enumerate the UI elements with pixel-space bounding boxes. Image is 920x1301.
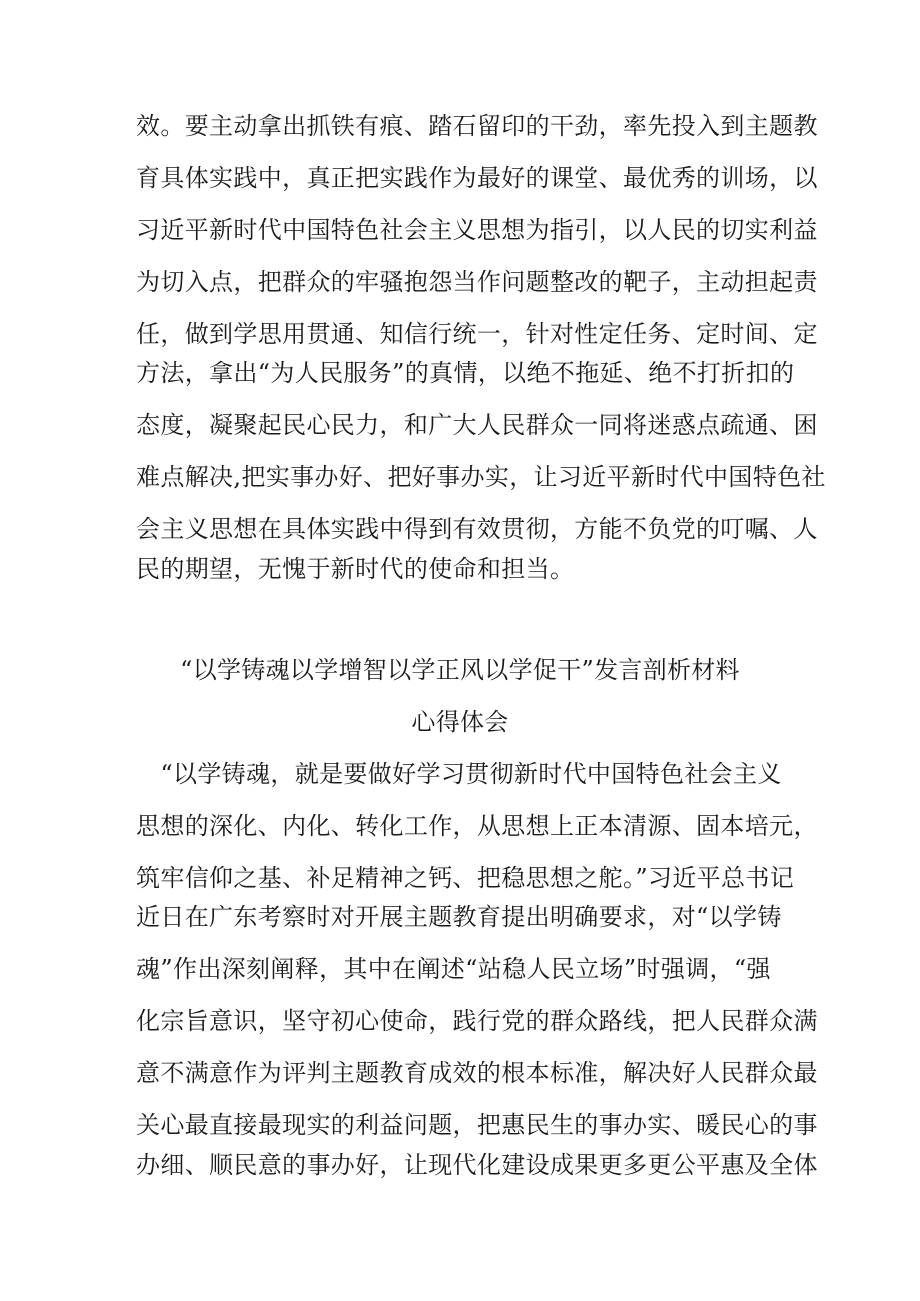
text-line: 为切入点，把群众的牢骚抱怨当作问题整改的靶子，主动担起责 [136, 268, 818, 296]
text-line: 关心最直接最现实的利益问题，把惠民生的事办实、暖民心的事 [136, 1111, 818, 1139]
text-line: 育具体实践中，真正把实践作为最好的课堂、最优秀的训场，以 [136, 164, 818, 192]
text-line: 化宗旨意识，坚守初心使命，践行党的群众路线，把人民群众满 [136, 1007, 818, 1035]
text-line: “以学铸魂，就是要做好学习贯彻新时代中国特色社会主义 [136, 760, 782, 788]
text-line: 魂”作出深刻阐释，其中在阐述“站稳人民立场”时强调，“强 [136, 955, 771, 983]
text-line: 办细、顺民意的事办好，让现代化建设成果更多更公平惠及全体 [136, 1151, 818, 1179]
text-line: 效。要主动拿出抓铁有痕、踏石留印的干劲，率先投入到主题教 [136, 112, 818, 140]
text-line: 民的期望，无愧于新时代的使命和担当。 [136, 555, 575, 583]
section-title: “以学铸魂以学增智以学正风以学促干”发言剖析材料 [180, 656, 740, 684]
text-line: 习近平新时代中国特色社会主义思想为指引，以人民的切实利益 [136, 216, 818, 244]
text-line: 意不满意作为评判主题教育成效的根本标准，解决好人民群众最 [136, 1059, 818, 1087]
section-subtitle: 心得体会 [411, 708, 509, 736]
text-line: 会主义思想在具体实践中得到有效贯彻，方能不负党的叮嘱、人 [136, 515, 818, 543]
text-line: 难点解决,把实事办好、把好事办实，让习近平新时代中国特色社 [136, 463, 826, 491]
text-line: 态度，凝聚起民心民力，和广大人民群众一同将迷惑点疏通、困 [136, 411, 818, 439]
text-line: 近日在广东考察时对开展主题教育提出明确要求，对“以学铸 [136, 903, 782, 931]
text-line: 方法，拿出“为人民服务”的真情，以绝不拖延、绝不打折扣的 [136, 359, 795, 387]
text-line: 思想的深化、内化、转化工作，从思想上正本清源、固本培元， [136, 812, 818, 840]
text-line: 任，做到学思用贯通、知信行统一，针对性定任务、定时间、定 [136, 320, 818, 348]
text-line: 筑牢信仰之基、补足精神之钙、把稳思想之舵。”习近平总书记 [136, 864, 795, 892]
